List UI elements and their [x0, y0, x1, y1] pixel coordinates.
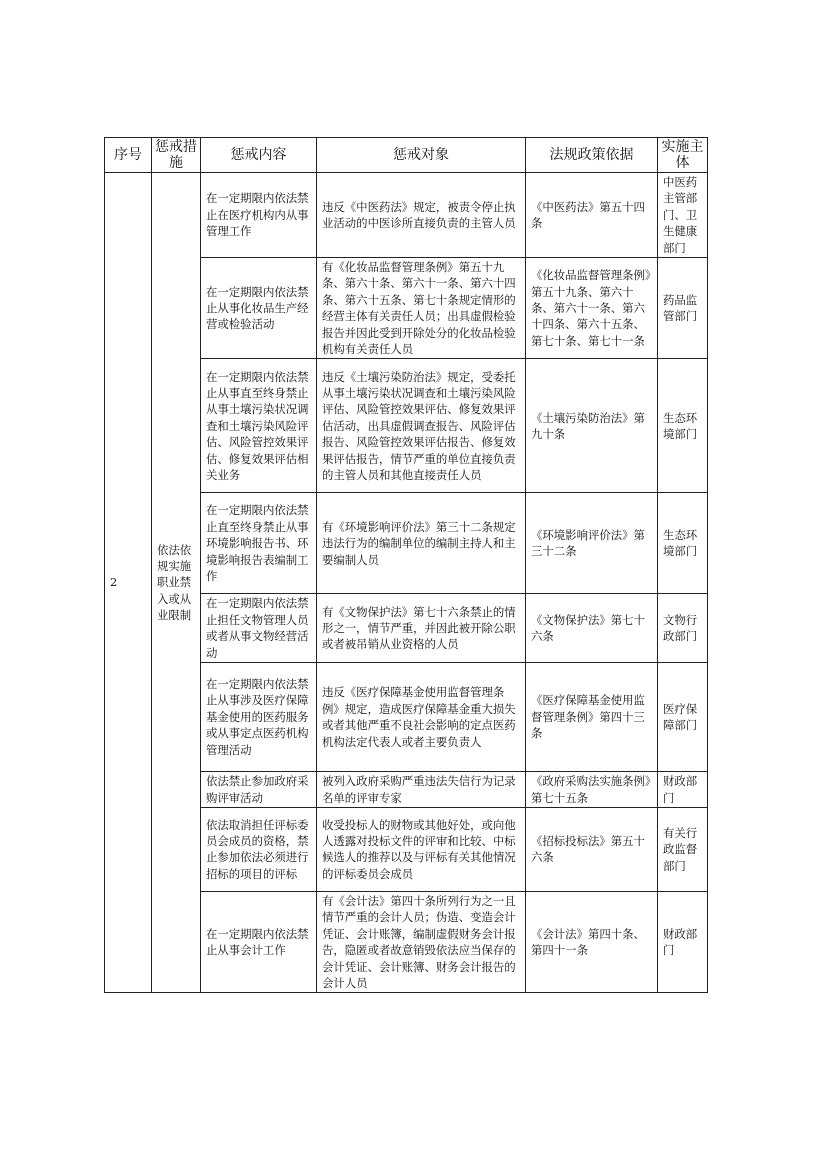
basis-cell: 《医疗保障基金使用监督管理条例》第四十三条: [526, 663, 658, 772]
basis-cell: 《化妆品监督管理条例》第五十九条、第六十条、第六十一条、第六十四条、第六十五条、第七十条、第七十一条: [526, 258, 658, 359]
basis-cell: 《土壤污染防治法》第九十条: [526, 359, 658, 493]
authority-cell: 中医药主管部门、卫生健康部门: [658, 173, 708, 258]
basis-cell: 《环境影响评价法》第三十二条: [526, 493, 658, 594]
header-serial: 序号: [105, 138, 152, 173]
authority-cell: 生态环境部门: [658, 493, 708, 594]
content-cell: 在一定期限内依法禁止在医疗机构内从事管理工作: [201, 173, 317, 258]
content-cell: 在一定期限内依法禁止从事涉及医疗保障基金使用的医药服务或从事定点医药机构管理活动: [201, 663, 317, 772]
target-cell: 收受投标人的财物或其他好处，或向他人透露对投标文件的评审和比较、中标候选人的推荐以及与评标有关其他情况的评标委员会成员: [317, 807, 526, 891]
authority-cell: 有关行政监督部门: [658, 807, 708, 891]
header-content: 惩戒内容: [201, 138, 317, 173]
header-measure: 惩戒措施: [152, 138, 201, 173]
content-cell: 在一定期限内依法禁止直至终身禁止从事环境影响报告书、环境影响报告表编制工作: [201, 493, 317, 594]
target-cell: 违反《中医药法》规定，被责令停止执业活动的中医诊所直接负责的主管人员: [317, 173, 526, 258]
header-authority: 实施主体: [658, 138, 708, 173]
punishment-table: [104, 137, 708, 993]
target-cell: 有《化妆品监督管理条例》第五十九条、第六十条、第六十一条、第六十四条、第六十五条、第七十条规定情形的经营主体有关责任人员；出具虚假检验报告并因此受到开除处分的化妆品检验机构有关责任人员: [317, 258, 526, 359]
serial-number: 2: [105, 173, 152, 993]
target-cell: 违反《医疗保障基金使用监督管理条例》规定，造成医疗保障基金重大损失或者其他严重不良社会影响的定点医药机构法定代表人或者主要负责人: [317, 663, 526, 772]
basis-cell: 《会计法》第四十条、第四十一条: [526, 891, 658, 992]
header-row: [105, 138, 708, 173]
authority-cell: 文物行政部门: [658, 594, 708, 663]
content-cell: 在一定期限内依法禁止从事会计工作: [201, 891, 317, 992]
content-cell: 在一定期限内依法禁止从事化妆品生产经营或检验活动: [201, 258, 317, 359]
content-cell: 在一定期限内依法禁止从事直至终身禁止从事土壤污染状况调查和土壤污染风险评估、风险管控效果评估、修复效果评估相关业务: [201, 359, 317, 493]
basis-cell: 《招标投标法》第五十六条: [526, 807, 658, 891]
basis-cell: 《中医药法》第五十四条: [526, 173, 658, 258]
authority-cell: 财政部门: [658, 772, 708, 808]
header-basis: 法规政策依据: [526, 138, 658, 173]
authority-cell: 财政部门: [658, 891, 708, 992]
basis-cell: 《政府采购法实施条例》第七十五条: [526, 772, 658, 808]
target-cell: 违反《土壤污染防治法》规定，受委托从事土壤污染状况调查和土壤污染风险评估、风险管控效果评估、修复效果评估活动，出具虚假调查报告、风险评估报告、风险管控效果评估报告、修复效果评估报告，情节严重的单位直接负责的主管人员和其他直接责任人员: [317, 359, 526, 493]
header-target: 惩戒对象: [317, 138, 526, 173]
authority-cell: 医疗保障部门: [658, 663, 708, 772]
target-cell: 被列入政府采购严重违法失信行为记录名单的评审专家: [317, 772, 526, 808]
basis-cell: 《文物保护法》第七十六条: [526, 594, 658, 663]
target-cell: 有《环境影响评价法》第三十二条规定违法行为的编制单位的编制主持人和主要编制人员: [317, 493, 526, 594]
target-cell: 有《文物保护法》第七十六条禁止的情形之一，情节严重，并因此被开除公职或者被吊销从业资格的人员: [317, 594, 526, 663]
content-cell: 依法取消担任评标委员会成员的资格，禁止参加依法必须进行招标的项目的评标: [201, 807, 317, 891]
measure-cell: 依法依规实施职业禁入或从业限制: [152, 173, 201, 993]
content-cell: 依法禁止参加政府采购评审活动: [201, 772, 317, 808]
content-cell: 在一定期限内依法禁止担任文物管理人员或者从事文物经营活动: [201, 594, 317, 663]
target-cell: 有《会计法》第四十条所列行为之一且情节严重的会计人员；伪造、变造会计凭证、会计账簿，编制虚假财务会计报告，隐匿或者故意销毁依法应当保存的会计凭证、会计账簿、财务会计报告的会计人员: [317, 891, 526, 992]
table-row: [105, 173, 708, 258]
authority-cell: 生态环境部门: [658, 359, 708, 493]
authority-cell: 药品监管部门: [658, 258, 708, 359]
